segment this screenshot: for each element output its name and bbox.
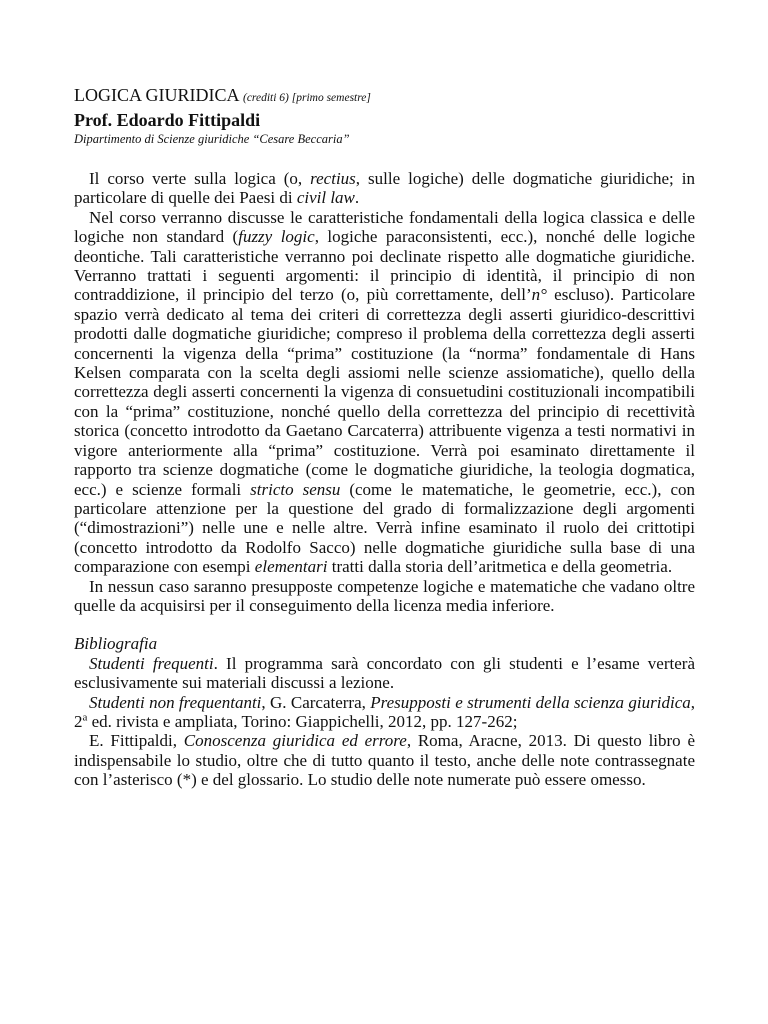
text-run: E. Fittipaldi,	[89, 731, 184, 751]
italic-term: civil law	[296, 188, 355, 208]
course-description	[74, 169, 695, 615]
text-run: Il corso verte sulla logica (o,	[89, 169, 311, 188]
text-run: .	[354, 188, 360, 208]
text-run: , Roma, Aracne, 2013. Di questo libro è indispensabile lo studio, oltre che di tutto quanto il testo, anche delle note contrassegnate con l’asterisco (*) e del glossario. Lo studio delle note numerate può essere omesso.	[74, 731, 695, 790]
document-page	[74, 84, 695, 790]
book-title: Conoscenza giuridica ed errore	[183, 731, 407, 751]
text-run: Nel corso verranno discusse le caratteristiche fondamentali della logica classica e delle logiche non standard (	[74, 207, 695, 247]
course-title-text: LOGICA GIURIDICA	[74, 85, 239, 105]
book-title: Presupposti e strumenti della scienza giuridica	[370, 692, 691, 712]
bibliography-entry-2	[74, 693, 695, 732]
text-run: (come le matematiche, le geometrie, ecc.), con particolare attenzione per la questione del grado di formalizzazione degli argomenti (“dimostrazioni”) nelle une e nelle altre. Verrà infine esaminato il ruolo dei crittotipi (concetto introdotto da Rodolfo Sacco) nelle dogmatiche giuridiche sulla base di una comparazione con esempi	[74, 479, 695, 577]
text-run: , logiche paraconsistenti, ecc.), nonché delle logiche deontiche. Tali caratteristiche verranno poi declinate rispetto alle dogmatiche giuridiche. Verranno trattati i seguenti argomenti: il principio di identità, il principio di non contraddizione, il principio del terzo (o, più correttamente, dell’	[74, 227, 695, 305]
italic-term: fuzzy logic	[238, 227, 315, 247]
text-run: . Il programma sarà concordato con gli studenti e l’esame verterà esclusivamente sui materiali discussi a lezione.	[74, 653, 695, 693]
text-run: tratti dalla storia dell’aritmetica e della geometria.	[327, 557, 673, 577]
course-credits-note: (crediti 6) [primo semestre]	[243, 92, 371, 104]
text-run: , sulle logiche) delle dogmatiche giuridiche; in particolare di quelle dei Paesi di	[74, 169, 695, 208]
bibliography-section	[74, 634, 695, 789]
entry-label: Studenti frequenti	[89, 653, 214, 673]
professor-name: Prof. Edoardo Fittipaldi	[74, 110, 261, 130]
entry-label: Studenti non frequentanti	[89, 692, 262, 712]
bibliography-entry-3	[74, 731, 695, 789]
edition-superscript: a	[82, 711, 88, 724]
text-run: , 2	[74, 692, 695, 731]
bibliography-entry-1	[74, 654, 695, 693]
department-name: Dipartimento di Scienze giuridiche “Cesare Beccaria”	[74, 132, 350, 146]
italic-term: n°	[531, 285, 547, 305]
course-title	[74, 84, 695, 109]
italic-term: stricto sensu	[250, 479, 341, 499]
description-paragraph-3: In nessun caso saranno presupposte competenze logiche e matematiche che vadano oltre quelle da acquisirsi per il conseguimento della licenza media inferiore.	[74, 576, 695, 615]
description-paragraph-1	[74, 169, 695, 208]
description-paragraph-2	[74, 208, 695, 577]
italic-term: elementari	[254, 557, 328, 577]
text-run: escluso). Particolare spazio verrà dedicato al tema dei criteri di correttezza degli asserti giuridico-descrittivi prodotti dalle dogmatiche giuridiche; compreso il problema della correttezza degli asserti concernenti la vigenza della “prima” costituzione (la “norma” fondamentale di Hans Kelsen comparata con la scelta degli assiomi nelle scienze assiomatiche), quello della correttezza degli asserti concernenti la vigenza di consuetudini costituzionali incompatibili con la “prima” costituzione, nonché quello della correttezza del principio di recettività storica (concetto introdotto da Gaetano Carcaterra) attribuente vigenza a testi normativi in vigore anteriormente alla “prima” costituzione. Verrà poi esaminato direttamente il rapporto tra scienze dogmatiche (come le dogmatiche giuridiche, la teologia dogmatica, ecc.) e scienze formali	[74, 285, 695, 499]
italic-term: rectius	[310, 169, 356, 188]
bibliography-heading: Bibliografia	[74, 634, 158, 654]
text-run: , G. Carcaterra,	[261, 692, 371, 712]
text-run: ed. rivista e ampliata, Torino: Giappichelli, 2012, pp. 127-262;	[87, 711, 518, 731]
